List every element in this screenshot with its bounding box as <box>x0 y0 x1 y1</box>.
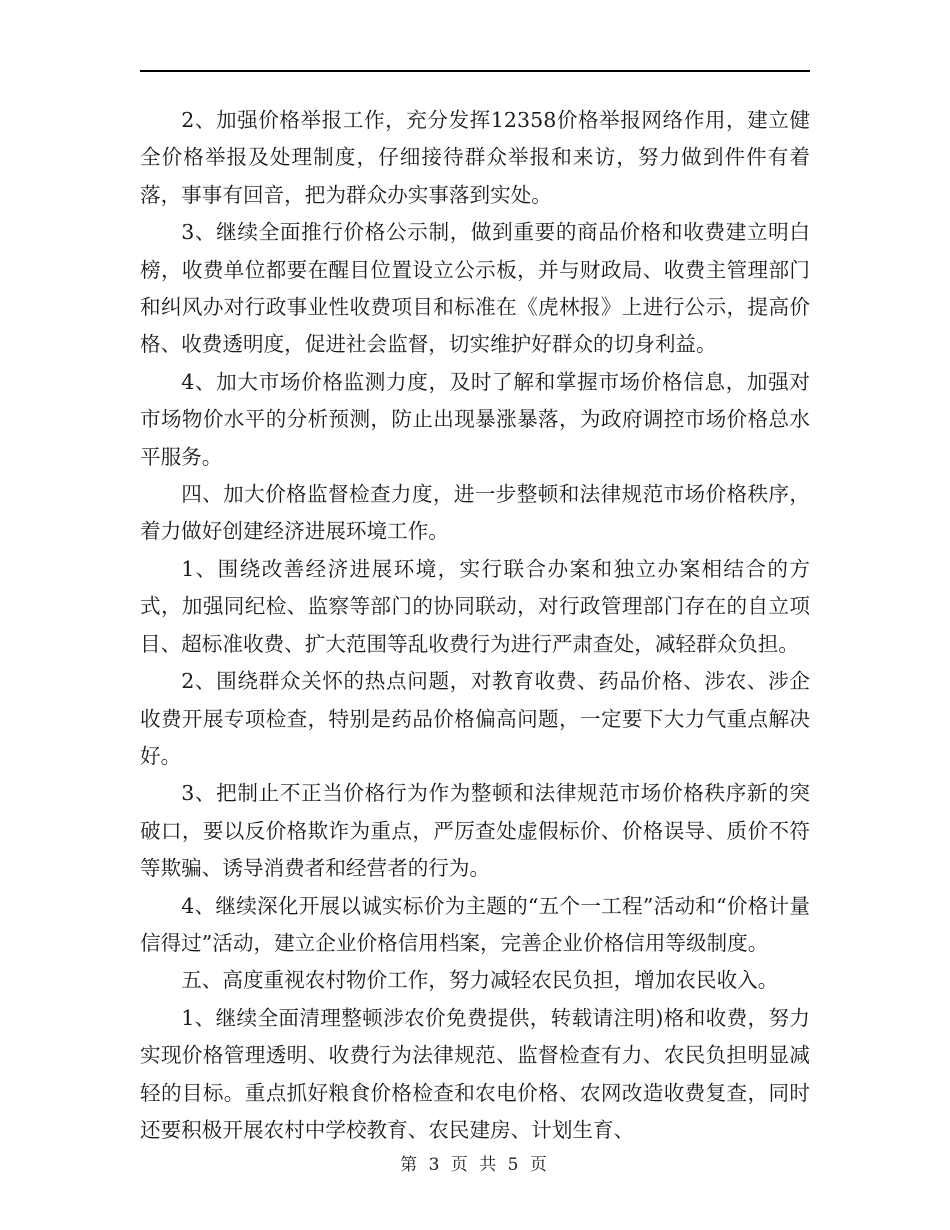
paragraph: 2、围绕群众关怀的热点问题，对教育收费、药品价格、涉农、涉企收费开展专项检查，特别是药品价格偏高问题，一定要下大力气重点解决好。 <box>140 669 810 768</box>
paragraph: 3、把制止不正当价格行为作为整顿和法律规范市场价格秩序新的突破口，要以反价格欺诈为重点，严厉查处虚假标价、价格误导、质价不符等欺骗、诱导消费者和经营者的行为。 <box>140 781 810 881</box>
paragraph: 4、继续深化开展以诚实标价为主题的“五个一工程”活动和“价格计量信得过”活动，建立企业价格信用档案，完善企业价格信用等级制度。 <box>140 893 810 955</box>
document-body <box>140 102 810 1149</box>
section-heading: 五、高度重视农村物价工作，努力减轻农民负担，增加农民收入。 <box>181 968 779 993</box>
paragraph: 1、继续全面清理整顿涉农价免费提供，转载请注明)格和收费，努力实现价格管理透明、收费行为法律规范、监督检查有力、农民负担明显减轻的目标。重点抓好粮食价格检查和农电价格、农网改造收费复查，同时还要积极开展农村中学校教育、农民建房、计划生育、 <box>140 1005 810 1142</box>
paragraph: 4、加大市场价格监测力度，及时了解和掌握市场价格信息，加强对市场物价水平的分析预测，防止出现暴涨暴落，为政府调控市场价格总水平服务。 <box>140 369 810 469</box>
section-heading: 四、加大价格监督检查力度，进一步整顿和法律规范市场价格秩序，着力做好创建经济进展环境工作。 <box>140 482 810 544</box>
page-number-footer: 第 3 页 共 5 页 <box>400 1155 550 1175</box>
paragraph: 2、加强价格举报工作，充分发挥12358价格举报网络作用，建立健全价格举报及处理制度，仔细接待群众举报和来访，努力做到件件有着落，事事有回音，把为群众办实事落到实处。 <box>140 108 810 207</box>
header-rule <box>140 70 810 72</box>
paragraph: 3、继续全面推行价格公示制，做到重要的商品价格和收费建立明白榜，收费单位都要在醒目位置设立公示板，并与财政局、收费主管理部门和纠风办对行政事业性收费项目和标准在《虎林报》上进行公示，提高价格、收费透明度，促进社会监督，切实维护好群众的切身利益。 <box>140 220 810 357</box>
paragraph: 1、围绕改善经济进展环境，实行联合办案和独立办案相结合的方式，加强同纪检、监察等部门的协同联动，对行政管理部门存在的自立项目、超标准收费、扩大范围等乱收费行为进行严肃查处，减轻群众负担。 <box>140 556 810 656</box>
